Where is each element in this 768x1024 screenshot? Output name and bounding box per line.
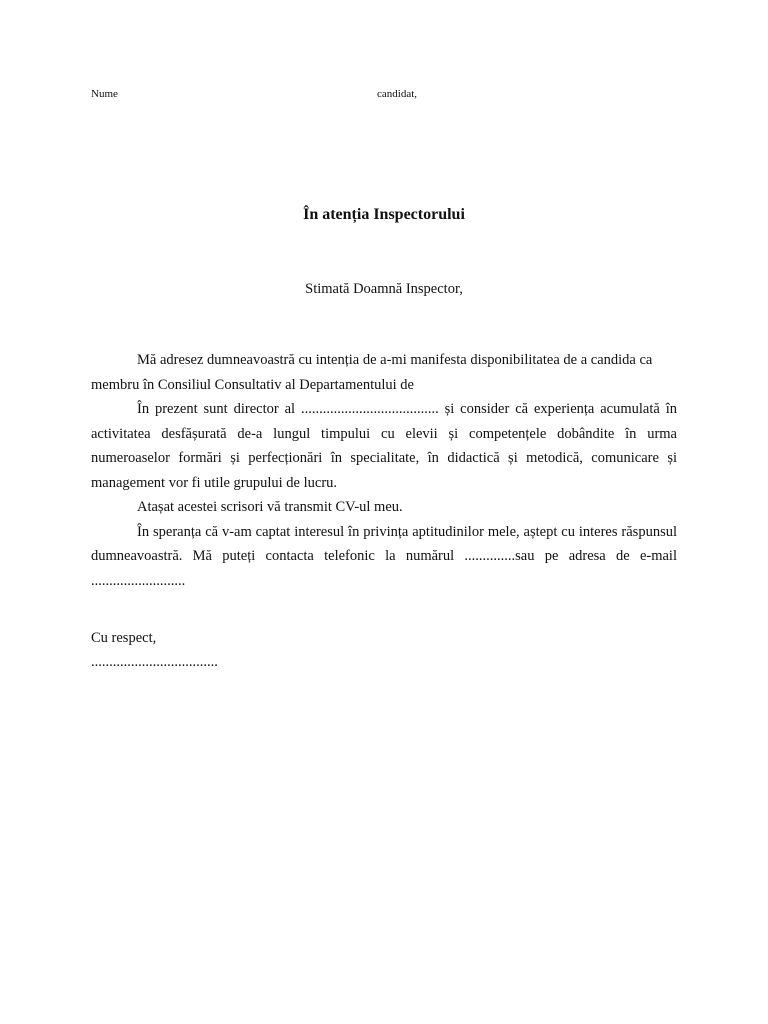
- paragraph-cv: Atașat acestei scrisori vă transmit CV-ul meu.: [137, 499, 403, 515]
- letter-body: [91, 348, 677, 593]
- paragraph-intent: Mă adresez dumneavoastră cu intenția de a-mi manifesta disponibilitatea de a candida ca membru în Consiliul Consultativ al Departamentului de: [91, 352, 653, 393]
- closing-block: [91, 626, 677, 674]
- letter-title: În atenția Inspectorului: [303, 206, 465, 223]
- name-label: Nume: [91, 88, 118, 100]
- paragraph-contact: În speranța că v-am captat interesul în privința aptitudinilor mele, aștept cu interes răspunsul dumneavoastră. Mă puteți contacta telefonic la numărul ..............sau pe adresa de e-mail ..........................: [91, 523, 677, 589]
- signature-placeholder: ...................................: [91, 654, 218, 670]
- paragraph-experience: În prezent sunt director al ...................................... și consider că experiența acumulată în activitatea desfășurată de-a lungul timpului cu elevii și competențele dobândite în urma numeroaselor formări și perfecționări în specialitate, în didactică și metodică, comunicare și management vor fi utile grupului de lucru.: [91, 401, 677, 491]
- candidate-label: candidat,: [377, 88, 418, 100]
- salutation: Stimată Doamnă Inspector,: [305, 281, 463, 297]
- header-line: [91, 86, 681, 102]
- closing-regards: Cu respect,: [91, 630, 157, 646]
